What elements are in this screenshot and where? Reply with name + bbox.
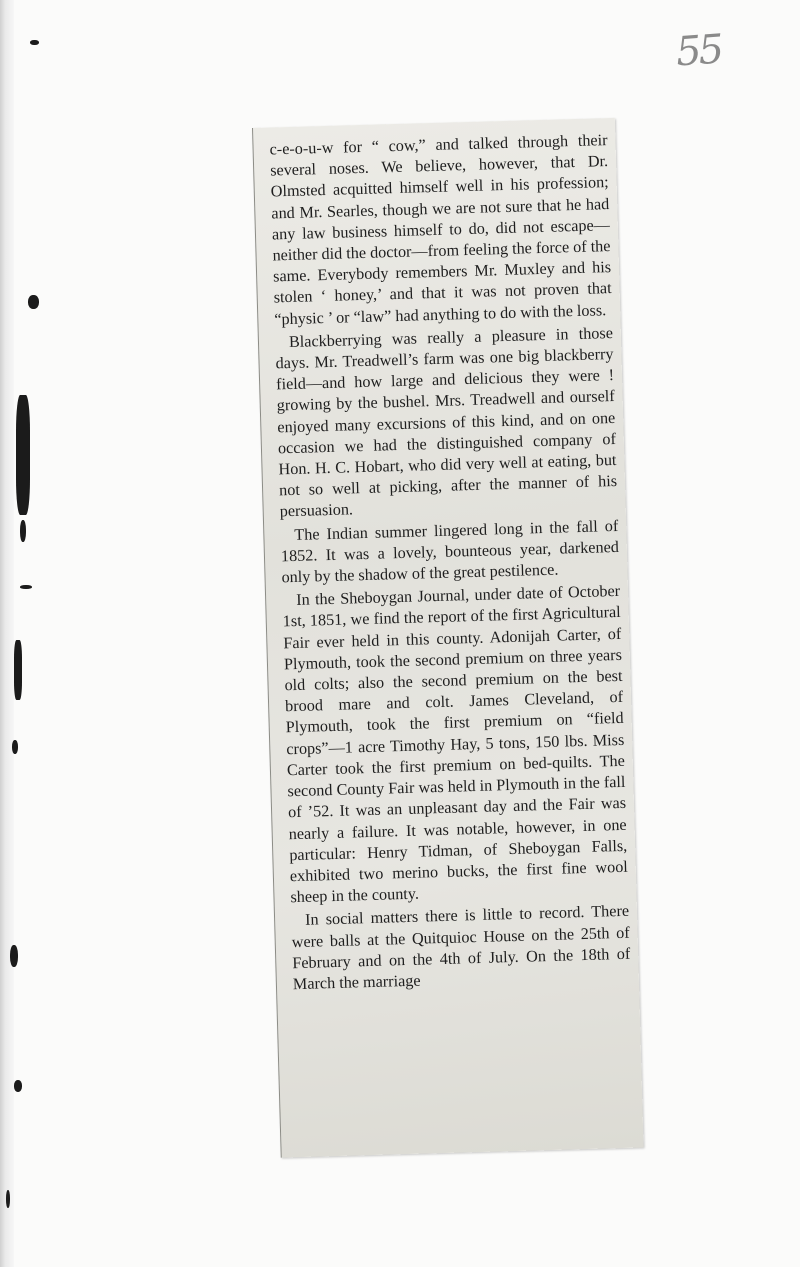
binding-mark <box>14 1080 22 1092</box>
article-paragraph: In the Sheboygan Journal, under date of October 1st, 1851, we find the report of the first Agricultural Fair ever held in this county. Adonijah Carter, of Plymouth, took the second premium on three years old colts; also the second premium on the best brood mare and colt. James Cleveland, of Plymouth, took the first premium on “field crops”—1 acre Timothy Hay, 5 tons, 150 lbs. Miss Carter took the first premium on bed-quilts. The second County Fair was held in Plymouth in the fall of ’52. It was an unpleasant day and the Fair was nearly a failure. It was notable, however, in one particular: Henry Tidman, of Sheboygan Falls, exhibited two merino bucks, the first fine wool sheep in the county. <box>282 582 629 907</box>
binding-mark <box>14 640 22 700</box>
binding-mark <box>20 520 26 542</box>
scan-left-edge <box>0 0 14 1267</box>
binding-mark <box>16 395 30 515</box>
article-body <box>269 130 631 997</box>
article-paragraph: c-e-o-u-w for “ cow,” and talked through their several noses. We believe, however, that Dr. Olmsted acquitted himself well in his profession; and Mr. Searles, though we are not sure that he had any law business himself to do, did not escape—neither did the doctor—from feeling the force of the same. Everybody remembers Mr. Muxley and his stolen ‘ honey,’ and that it was not proven that “physic ’ or “law” had anything to do with the loss. <box>269 131 612 329</box>
binding-mark <box>28 295 39 309</box>
article-paragraph: In social matters there is little to record. There were balls at the Quitquioc House on the 25th of February and on the 4th of July. On the 18th of March the marriage <box>291 902 631 994</box>
binding-mark <box>10 945 18 967</box>
page-number: 55 <box>674 26 723 76</box>
article-paragraph: Blackberrying was really a pleasure in those days. Mr. Treadwell’s farm was one big blackberry field—and how large and delicious they were ! growing by the bushel. Mrs. Treadwell and ourself enjoyed many excursions of this kind, and on one occasion we had the distinguished company of Hon. H. C. Hobart, who did very well at eating, but not so well at picking, after the manner of his persuasion. <box>275 323 618 521</box>
binding-mark <box>30 40 39 45</box>
binding-mark <box>20 585 32 589</box>
article-paragraph: The Indian summer lingered long in the fall of 1852. It was a lovely, bounteous year, darkened only by the shadow of the great pestilence. <box>280 516 620 587</box>
binding-mark <box>6 1190 10 1208</box>
newspaper-clipping <box>252 118 644 1158</box>
binding-mark <box>12 740 18 754</box>
